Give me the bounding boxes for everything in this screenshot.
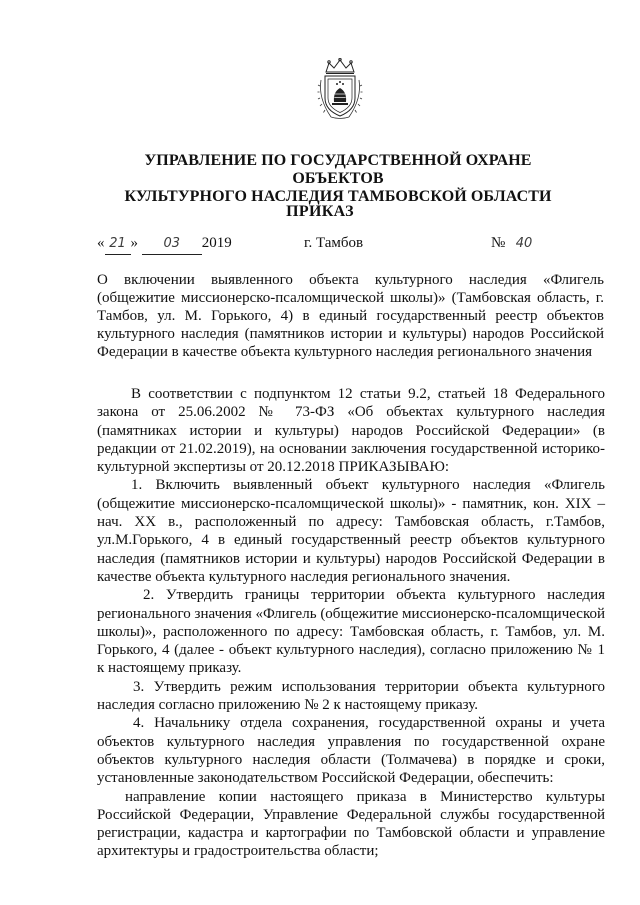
document-type-title: ПРИКАЗ — [286, 203, 354, 220]
order-number — [491, 233, 539, 254]
date-month-handwritten: 03 — [142, 234, 202, 255]
order-subject: О включении выявленного объекта культурного наследия «Флигель (общежитие миссионерско-псаломщической школы)» (Тамбовская область, г. Тамбов, ул. М. Горького, 4) в единый государственный реестр объектов культурного наследия (памятников истории и культуры) народов Российской Федерации в качестве объекта культурного наследия регионального значения — [97, 272, 604, 360]
order-number-label: № — [491, 235, 506, 251]
order-item-3: 3. Утвердить режим использования территории объекта культурного наследия согласно приложению № 2 к настоящему приказу. — [97, 678, 605, 714]
order-date — [97, 233, 232, 255]
agency-name-line-1: УПРАВЛЕНИЕ ПО ГОСУДАРСТВЕННОЙ ОХРАНЕ ОБЪЕКТОВ — [144, 152, 532, 187]
agency-name — [98, 152, 578, 206]
order-number-handwritten: 40 — [515, 236, 533, 251]
date-day-handwritten: 21 — [105, 234, 131, 255]
order-preamble: В соответствии с подпунктом 12 статьи 9.2, статьей 18 Федерального закона от 25.06.2002 № 73-ФЗ «Об объектах культурного наследия (памятниках истории и культуры) народов Российской Федерации» (в редакции от 21.02.2019), на основании заключения государственной историко-культурной экспертизы от 20.12.2018 ПРИКАЗЫВАЮ: — [97, 386, 605, 476]
order-item-4-subitem: направление копии настоящего приказа в Министерство культуры Российской Федерации, Управление Федеральной службы государственной регистрации, кадастра и картографии по Тамбовской области и управление архитектуры и градостроительства области; — [97, 788, 605, 860]
tambov-coat-of-arms-emblem — [317, 58, 363, 120]
agency-name-line-2: КУЛЬТУРНОГО НАСЛЕДИЯ ТАМБОВСКОЙ ОБЛАСТИ — [124, 188, 552, 205]
date-year: 2019 — [201, 235, 232, 251]
date-close-quote: » — [130, 235, 138, 251]
order-item-1: 1. Включить выявленный объект культурного наследия «Флигель (общежитие миссионерско-псаломщической школы)» - памятник, кон. XIX – нач. XX в., расположенный по адресу: Тамбовская область, г.Тамбов, ул.М.Горького, 4 в единый государственный реестр объектов культурного наследия (памятников истории и культуры) народов Российской Федерации в качестве объекта культурного наследия регионального значения. — [97, 477, 605, 585]
order-city: г. Тамбов — [304, 235, 364, 251]
order-item-2: 2. Утвердить границы территории объекта культурного наследия регионального значения «Флигель (общежитие миссионерско-псаломщической школы)», расположенного по адресу: Тамбовская область, г. Тамбов, ул. М. Горького, 4 (далее - объект культурного наследия), согласно приложению № 1 к настоящему приказу. — [97, 587, 605, 677]
date-open-quote: « — [97, 235, 105, 251]
order-body — [97, 385, 605, 861]
order-item-4: 4. Начальнику отдела сохранения, государственной охраны и учета объектов культурного наследия управления по государственной охране объектов культурного наследия области (Толмачева) в порядке и сроки, установленные законодательством Российской Федерации, обеспечить: — [97, 715, 605, 787]
